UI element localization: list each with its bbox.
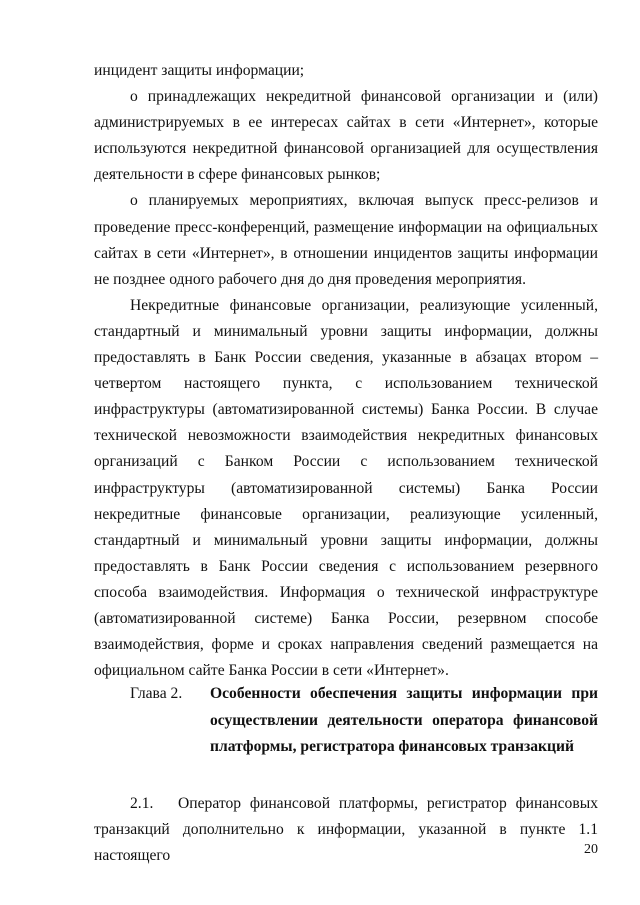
paragraph-planned-events: о планируемых мероприятиях, включая выпуск пресс-релизов и проведение пресс-конференций, размещение информации на официальных сайтах в сети «Интернет», в отношении инцидентов защиты информации не позднее одного рабочего дня до дня проведения мероприятия. [94,192,598,288]
section-paragraph [94,791,598,869]
paragraph-reporting-requirements: Некредитные финансовые организации, реализующие усиленный, стандартный и минимальный уровни защиты информации, должны предоставлять в Банк России сведения, указанные в абзацах втором – четвертом настоящего пункта, с использованием технической инфраструктуры (автоматизированной системы) Банка России. В случае технической невозможности взаимодействия некредитных финансовых организаций с Банком России с использованием технической инфраструктуры (автоматизированной системы) Банка России некредитные финансовые организации, реализующие усиленный, стандартный и минимальный уровни защиты информации, должны предоставлять в Банк России сведения с использованием резервного способа взаимодействия. Информация о технической инфраструктуре (автоматизированной системе) Банка России, резервном способе взаимодействия, форме и сроках направления сведений размещается на официальном сайте Банка России в сети «Интернет». [94,296,598,680]
chapter-label: Глава 2. [130,685,183,702]
paragraph-continuation: инцидент защиты информации; [94,62,305,79]
section-number: 2.1. [130,795,154,812]
section-text: Оператор финансовой платформы, регистратор финансовых транзакций дополнительно к информации, указанной в пункте 1.1 настоящего [94,795,598,865]
chapter-title: Особенности обеспечения защиты информации при осуществлении деятельности оператора финансовой платформы, регистратора финансовых транзакций [210,685,598,755]
section-2-1 [94,791,598,869]
paragraph-websites: о принадлежащих некредитной финансовой организации и (или) администрируемых в ее интересах сайтах в сети «Интернет», которые используются некредитной финансовой организацией для осуществления деятельности в сфере финансовых рынков; [94,88,598,184]
page-number: 20 [584,842,598,857]
chapter-heading [94,681,598,761]
body-text [94,58,598,684]
